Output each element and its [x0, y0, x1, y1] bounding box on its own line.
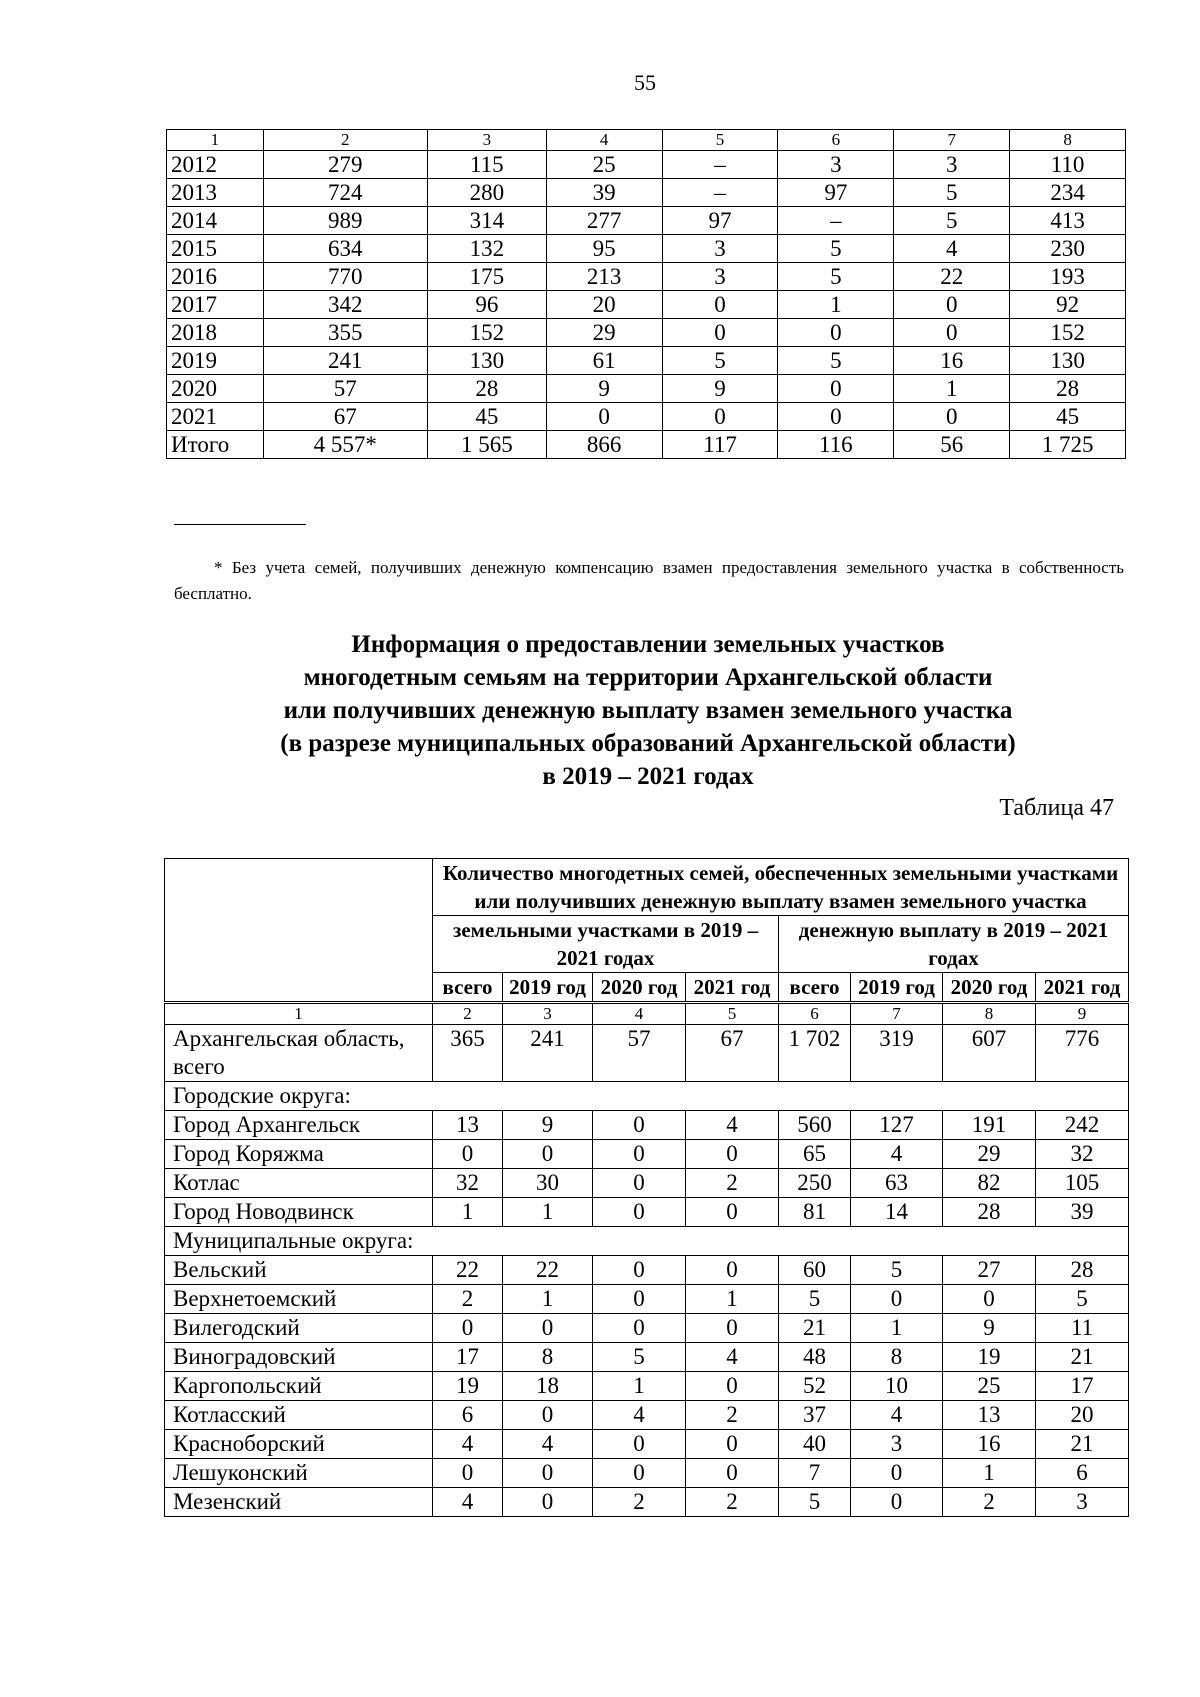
table-cell: 0: [662, 319, 778, 347]
table-cell: –: [778, 207, 894, 235]
table-cell: 127: [851, 1111, 943, 1140]
row-label-cell: Красноборский: [165, 1430, 433, 1459]
table-cell: 4: [433, 1430, 503, 1459]
row-label-cell: 1: [167, 130, 264, 151]
table-cell: 5: [1036, 1285, 1129, 1314]
table-cell: 5: [778, 235, 894, 263]
table-cell: 110: [1010, 151, 1126, 179]
table-cell: 355: [263, 319, 427, 347]
table-row: [165, 1111, 1129, 1140]
table-row: [167, 375, 1126, 403]
table-cell: 1: [894, 375, 1010, 403]
table-cell: 242: [1036, 1111, 1129, 1140]
table-cell: 56: [894, 431, 1010, 459]
table-label: Таблица 47: [999, 795, 1114, 821]
table-cell: 9: [546, 375, 662, 403]
table-cell: 5: [593, 1343, 686, 1372]
table-cell: 25: [546, 151, 662, 179]
title-line: Информация о предоставлении земельных участков: [351, 631, 945, 658]
table-cell: 97: [662, 207, 778, 235]
table-cell: 52: [779, 1372, 851, 1401]
table-cell: 191: [943, 1111, 1036, 1140]
table-cell: 314: [427, 207, 546, 235]
subheader-total: всего: [779, 973, 851, 1003]
table-cell: 724: [263, 179, 427, 207]
table-cell: 4: [894, 235, 1010, 263]
table-row: [167, 207, 1126, 235]
table-cell: 0: [686, 1430, 779, 1459]
table-cell: 45: [427, 403, 546, 431]
table-cell: 4: [546, 130, 662, 151]
row-label-cell: Вельский: [165, 1256, 433, 1285]
table-cell: 0: [503, 1459, 593, 1488]
table-cell: 2: [263, 130, 427, 151]
table-cell: 10: [851, 1372, 943, 1401]
row-label-cell: Виноградовский: [165, 1343, 433, 1372]
table-cell: 5: [686, 1003, 779, 1025]
table-cell: 2: [593, 1488, 686, 1517]
table-row: [165, 1430, 1129, 1459]
column-number-row: [165, 1003, 1129, 1025]
table-cell: 0: [593, 1198, 686, 1227]
table-cell: 14: [851, 1198, 943, 1227]
table-cell: 27: [943, 1256, 1036, 1285]
table-cell: 0: [593, 1140, 686, 1169]
subheader-2020: 2020 год: [943, 973, 1036, 1003]
section-label: Городские округа:: [165, 1082, 1129, 1111]
table-cell: 152: [427, 319, 546, 347]
table-cell: 5: [779, 1285, 851, 1314]
table-cell: 1 725: [1010, 431, 1126, 459]
table-cell: 96: [427, 291, 546, 319]
table-cell: 18: [503, 1372, 593, 1401]
table-cell: 0: [943, 1285, 1036, 1314]
table-cell: 29: [546, 319, 662, 347]
table-cell: 365: [433, 1025, 503, 1082]
table-cell: 29: [943, 1140, 1036, 1169]
table-row: [167, 403, 1126, 431]
table-row: [165, 1285, 1129, 1314]
table-cell: 21: [1036, 1343, 1129, 1372]
table-cell: 9: [503, 1111, 593, 1140]
table-cell: 3: [778, 151, 894, 179]
table-cell: 2: [433, 1003, 503, 1025]
table-cell: 0: [433, 1459, 503, 1488]
section-label: Муниципальные округа:: [165, 1227, 1129, 1256]
table-cell: 5: [662, 347, 778, 375]
table-cell: 319: [851, 1025, 943, 1082]
table-cell: 0: [662, 291, 778, 319]
table-cell: 57: [593, 1025, 686, 1082]
table-row: [165, 1314, 1129, 1343]
table-cell: 0: [686, 1372, 779, 1401]
subheader-2021: 2021 год: [686, 973, 779, 1003]
table-cell: 39: [546, 179, 662, 207]
table-cell: 7: [894, 130, 1010, 151]
table-cell: 4: [686, 1343, 779, 1372]
table-row: [165, 1169, 1129, 1198]
table-cell: 2: [686, 1488, 779, 1517]
table-cell: 3: [1036, 1488, 1129, 1517]
subheader-2021: 2021 год: [1036, 973, 1129, 1003]
table-cell: 6: [433, 1401, 503, 1430]
table-cell: 5: [894, 179, 1010, 207]
table-cell: 0: [894, 291, 1010, 319]
subheader-2019: 2019 год: [503, 973, 593, 1003]
table-cell: 989: [263, 207, 427, 235]
table-cell: 1: [943, 1459, 1036, 1488]
header-land: земельными участками в 2019 – 2021 годах: [433, 916, 779, 973]
table-cell: 21: [1036, 1430, 1129, 1459]
table-cell: 4 557*: [263, 431, 427, 459]
table-cell: 9: [662, 375, 778, 403]
table-cell: 65: [779, 1140, 851, 1169]
table-cell: 132: [427, 235, 546, 263]
row-label-cell: Вилегодский: [165, 1314, 433, 1343]
table-cell: 11: [1036, 1314, 1129, 1343]
row-label-cell: 2017: [167, 291, 264, 319]
table-row: [165, 1198, 1129, 1227]
table-cell: 5: [779, 1488, 851, 1517]
table-cell: 32: [1036, 1140, 1129, 1169]
table-cell: 3: [662, 235, 778, 263]
subheader-2020: 2020 год: [593, 973, 686, 1003]
table-cell: 61: [546, 347, 662, 375]
table-cell: 6: [778, 130, 894, 151]
table-row: [165, 1401, 1129, 1430]
row-label-cell: Лешуконский: [165, 1459, 433, 1488]
table-cell: 28: [1036, 1256, 1129, 1285]
table-cell: 0: [662, 403, 778, 431]
table-cell: 0: [503, 1140, 593, 1169]
row-label-cell: Верхнетоемский: [165, 1285, 433, 1314]
table-cell: 0: [894, 403, 1010, 431]
table-cell: 57: [263, 375, 427, 403]
header-money: денежную выплату в 2019 – 2021 годах: [779, 916, 1129, 973]
table-cell: 0: [778, 375, 894, 403]
table-cell: 67: [686, 1025, 779, 1082]
table-cell: 0: [851, 1459, 943, 1488]
table-cell: 0: [593, 1285, 686, 1314]
table-cell: 115: [427, 151, 546, 179]
table-cell: 0: [686, 1140, 779, 1169]
row-label-cell: Котлас: [165, 1169, 433, 1198]
table-cell: 607: [943, 1025, 1036, 1082]
table-cell: 1 565: [427, 431, 546, 459]
table-cell: 105: [1036, 1169, 1129, 1198]
table-cell: 97: [778, 179, 894, 207]
table-cell: 8: [851, 1343, 943, 1372]
table-cell: 0: [686, 1198, 779, 1227]
table-cell: 0: [686, 1256, 779, 1285]
table-cell: 1: [503, 1198, 593, 1227]
row-label-cell: 2019: [167, 347, 264, 375]
row-label-cell: 2015: [167, 235, 264, 263]
table-row: [165, 1140, 1129, 1169]
table-cell: 6: [1036, 1459, 1129, 1488]
table-cell: 81: [779, 1198, 851, 1227]
row-label-cell: Город Коряжма: [165, 1140, 433, 1169]
table-cell: 2: [433, 1285, 503, 1314]
table-row: [167, 319, 1126, 347]
table-cell: 241: [503, 1025, 593, 1082]
land-summary-table: [166, 129, 1126, 459]
table-cell: 67: [263, 403, 427, 431]
table-cell: 342: [263, 291, 427, 319]
table-row: [167, 347, 1126, 375]
title-line: многодетным семьям на территории Архангельской области: [303, 664, 993, 691]
header-main: Количество многодетных семей, обеспеченных земельными участками или получивших денежную выплату взамен земельного участка: [433, 859, 1129, 916]
table-cell: 48: [779, 1343, 851, 1372]
table-cell: 2: [686, 1169, 779, 1198]
table-cell: 4: [593, 1401, 686, 1430]
table-cell: 8: [943, 1003, 1036, 1025]
table-cell: 9: [1036, 1003, 1129, 1025]
table-cell: 19: [943, 1343, 1036, 1372]
table-cell: 21: [779, 1314, 851, 1343]
table-cell: 234: [1010, 179, 1126, 207]
table-cell: 0: [778, 319, 894, 347]
table-cell: 0: [593, 1314, 686, 1343]
table-cell: 116: [778, 431, 894, 459]
table-cell: 13: [943, 1401, 1036, 1430]
row-label-cell: Город Новодвинск: [165, 1198, 433, 1227]
table-cell: 1: [851, 1314, 943, 1343]
table-cell: 92: [1010, 291, 1126, 319]
title-line: в 2019 – 2021 годах: [542, 763, 754, 790]
table-cell: 16: [943, 1430, 1036, 1459]
row-label-cell: 2016: [167, 263, 264, 291]
table-cell: 5: [662, 130, 778, 151]
table-cell: 28: [1010, 375, 1126, 403]
table-cell: 9: [943, 1314, 1036, 1343]
row-label-cell: 2020: [167, 375, 264, 403]
table-cell: 0: [593, 1459, 686, 1488]
footnote: * Без учета семей, получивших денежную компенсацию взамен предоставления земельного участка в собственность бесплатно.: [174, 558, 1124, 603]
table-cell: 22: [894, 263, 1010, 291]
row-label-cell: Город Архангельск: [165, 1111, 433, 1140]
table-row: [165, 1256, 1129, 1285]
table-cell: 5: [778, 347, 894, 375]
table-cell: 22: [433, 1256, 503, 1285]
table-cell: –: [662, 179, 778, 207]
table-row: [165, 1372, 1129, 1401]
table-cell: 95: [546, 235, 662, 263]
table-cell: 279: [263, 151, 427, 179]
subheader-2019: 2019 год: [851, 973, 943, 1003]
table-cell: 20: [1036, 1401, 1129, 1430]
table-cell: 241: [263, 347, 427, 375]
table-cell: 0: [851, 1285, 943, 1314]
table-cell: 4: [593, 1003, 686, 1025]
table-cell: 0: [778, 403, 894, 431]
table-cell: 6: [779, 1003, 851, 1025]
table-cell: 22: [503, 1256, 593, 1285]
table-cell: 776: [1036, 1025, 1129, 1082]
table-cell: 0: [503, 1314, 593, 1343]
table-cell: 1: [503, 1285, 593, 1314]
row-label-cell: 2014: [167, 207, 264, 235]
table-cell: 2: [686, 1401, 779, 1430]
table-cell: 1: [433, 1198, 503, 1227]
row-label-cell: Мезенский: [165, 1488, 433, 1517]
table-cell: 117: [662, 431, 778, 459]
table-cell: 60: [779, 1256, 851, 1285]
row-label-cell: 1: [165, 1003, 433, 1025]
table-row: [165, 1488, 1129, 1517]
table-cell: 4: [686, 1111, 779, 1140]
table-cell: 0: [546, 403, 662, 431]
table-cell: 866: [546, 431, 662, 459]
table-cell: 413: [1010, 207, 1126, 235]
table-cell: 45: [1010, 403, 1126, 431]
table-cell: 5: [778, 263, 894, 291]
table-cell: 1: [778, 291, 894, 319]
table-cell: 19: [433, 1372, 503, 1401]
table-row: [167, 151, 1126, 179]
table-cell: 7: [779, 1459, 851, 1488]
table-cell: 0: [894, 319, 1010, 347]
table-cell: 25: [943, 1372, 1036, 1401]
row-label-cell: Котласский: [165, 1401, 433, 1430]
table-cell: 0: [851, 1488, 943, 1517]
subheader-total: всего: [433, 973, 503, 1003]
table-cell: 20: [546, 291, 662, 319]
page-number: 55: [634, 70, 656, 95]
table-cell: 0: [686, 1459, 779, 1488]
table-cell: 4: [851, 1401, 943, 1430]
table-cell: 0: [593, 1111, 686, 1140]
table-cell: 3: [427, 130, 546, 151]
table-cell: 13: [433, 1111, 503, 1140]
table-cell: 30: [503, 1169, 593, 1198]
table-cell: 130: [427, 347, 546, 375]
table-cell: 0: [686, 1314, 779, 1343]
table-cell: 280: [427, 179, 546, 207]
table-cell: 1: [593, 1372, 686, 1401]
table-cell: 0: [433, 1140, 503, 1169]
row-label-cell: Каргопольский: [165, 1372, 433, 1401]
table-cell: 0: [593, 1430, 686, 1459]
table-cell: 0: [433, 1314, 503, 1343]
table-cell: 175: [427, 263, 546, 291]
title-line: или получивших денежную выплату взамен земельного участка: [283, 697, 1013, 724]
table-cell: 40: [779, 1430, 851, 1459]
title-line: (в разрезе муниципальных образований Архангельской области): [280, 730, 1016, 757]
table-cell: 39: [1036, 1198, 1129, 1227]
table-title: [160, 628, 1136, 793]
table-row: [167, 431, 1126, 459]
row-label-cell: Итого: [167, 431, 264, 459]
row-label-cell: Архангельская область, всего: [165, 1025, 433, 1082]
table-cell: 230: [1010, 235, 1126, 263]
table-cell: 4: [433, 1488, 503, 1517]
table-cell: 1 702: [779, 1025, 851, 1082]
table-row: [165, 1343, 1129, 1372]
table-cell: 770: [263, 263, 427, 291]
row-label-cell: 2021: [167, 403, 264, 431]
table-cell: 8: [1010, 130, 1126, 151]
table-cell: 0: [503, 1488, 593, 1517]
table-row: [165, 1459, 1129, 1488]
row-label-cell: 2018: [167, 319, 264, 347]
table-cell: 152: [1010, 319, 1126, 347]
table-cell: 3: [851, 1430, 943, 1459]
table-cell: 63: [851, 1169, 943, 1198]
table-row: [167, 179, 1126, 207]
table-cell: 4: [503, 1430, 593, 1459]
table-cell: 5: [851, 1256, 943, 1285]
section-row: [165, 1227, 1129, 1256]
table-cell: 634: [263, 235, 427, 263]
table-row: [167, 263, 1126, 291]
table-cell: 5: [894, 207, 1010, 235]
table-cell: 130: [1010, 347, 1126, 375]
table-cell: 16: [894, 347, 1010, 375]
table-cell: 32: [433, 1169, 503, 1198]
table-cell: 4: [851, 1140, 943, 1169]
table-cell: 277: [546, 207, 662, 235]
table-cell: 82: [943, 1169, 1036, 1198]
table-cell: 0: [593, 1256, 686, 1285]
municipal-table: [164, 858, 1129, 1517]
table-cell: –: [662, 151, 778, 179]
table-cell: 560: [779, 1111, 851, 1140]
table-cell: 2: [943, 1488, 1036, 1517]
table-cell: 250: [779, 1169, 851, 1198]
column-number-row: [167, 130, 1126, 151]
table-cell: 213: [546, 263, 662, 291]
row-label-cell: 2012: [167, 151, 264, 179]
table-cell: 28: [427, 375, 546, 403]
section-row: [165, 1082, 1129, 1111]
table-cell: 1: [686, 1285, 779, 1314]
table-cell: 28: [943, 1198, 1036, 1227]
table-cell: 17: [433, 1343, 503, 1372]
table-cell: 3: [503, 1003, 593, 1025]
table-row: [167, 235, 1126, 263]
row-label-cell: 2013: [167, 179, 264, 207]
table-cell: 7: [851, 1003, 943, 1025]
table-cell: 37: [779, 1401, 851, 1430]
table-cell: 17: [1036, 1372, 1129, 1401]
table-cell: 3: [662, 263, 778, 291]
table-cell: 3: [894, 151, 1010, 179]
table-cell: 193: [1010, 263, 1126, 291]
header-empty-cell: [165, 859, 433, 1003]
table-cell: 0: [503, 1401, 593, 1430]
table-row: [167, 291, 1126, 319]
table-cell: 0: [593, 1169, 686, 1198]
footnote-rule: [174, 524, 306, 525]
table-cell: 8: [503, 1343, 593, 1372]
total-row: [165, 1025, 1129, 1082]
